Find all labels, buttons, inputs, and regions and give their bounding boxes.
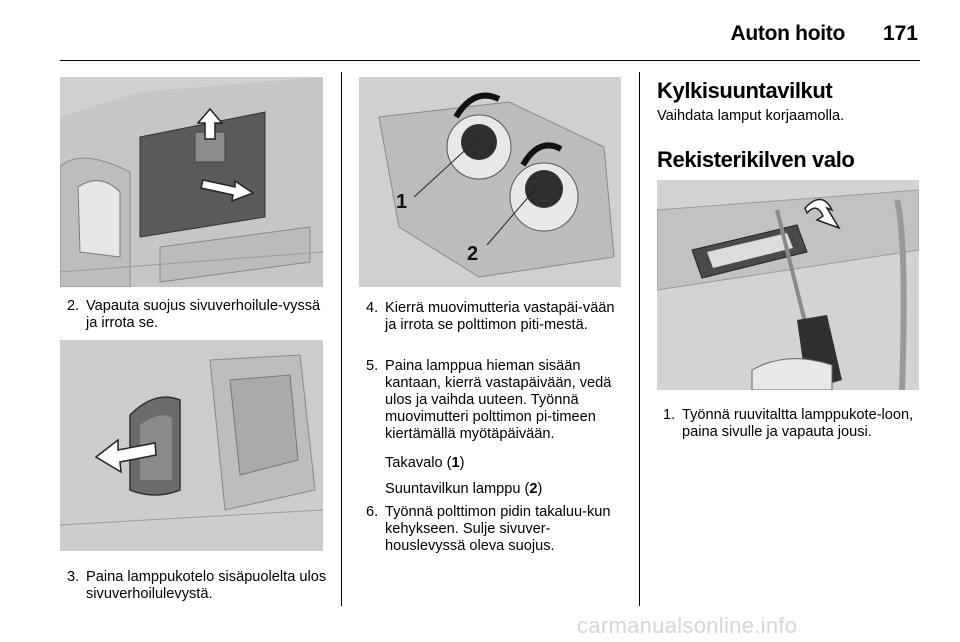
bulb-note-rear-light: Takavalo (1) <box>385 455 465 471</box>
figure-lamp-housing-push <box>60 340 323 551</box>
step-text: Työnnä polttimon pidin takaluu-kun kehykseen. Sulje sivuver-houslevyssä oleva suojus. <box>385 504 611 554</box>
step-number: 6. <box>366 504 379 520</box>
heading-license-plate-light: Rekisterikilven valo <box>657 147 855 172</box>
figure-callout-1: 1 <box>396 191 408 213</box>
step-number: 5. <box>366 358 379 374</box>
figure-license-plate-light <box>657 180 919 390</box>
side-indicators-text: Vaihdata lamput korjaamolla. <box>657 108 845 124</box>
step-text: Kierrä muovimutteria vastapäi-vään ja irrota se polttimon piti-mestä. <box>385 300 615 333</box>
step-2 <box>67 298 332 332</box>
figure-side-trim-cover <box>60 77 323 287</box>
step-5 <box>366 358 628 443</box>
heading-side-indicators: Kylkisuuntavilkut <box>657 78 833 103</box>
step-text: Työnnä ruuvitaltta lamppukote-loon, paina sivulle ja vapauta jousi. <box>682 407 914 440</box>
step-number: 3. <box>67 569 80 585</box>
step-number: 4. <box>366 300 379 316</box>
bulb-note-turn-signal: Suuntavilkun lamppu (2) <box>385 481 543 497</box>
step-number: 1. <box>663 407 676 423</box>
header-divider <box>60 60 920 61</box>
step-3 <box>67 569 332 603</box>
step-1 <box>663 407 925 441</box>
step-4 <box>366 300 628 334</box>
page-header <box>0 0 960 60</box>
page-number: 171 <box>882 22 918 45</box>
step-text: Vapauta suojus sivuverhoilule-vyssä ja irrota se. <box>86 298 321 331</box>
figure-callout-2: 2 <box>467 243 479 265</box>
step-6 <box>366 504 628 555</box>
callout-ref: 1 <box>451 455 460 471</box>
figure-bulb-holders <box>359 77 621 287</box>
column-divider-2 <box>639 72 640 606</box>
watermark: carmanualsonline.info <box>577 613 798 638</box>
step-text: Paina lamppua hieman sisään kantaan, kierrä vastapäivään, vedä ulos ja vaihda uuteen. Työnnä muovimutteri polttimon pi-timeen kiertämällä myötäpäivään. <box>385 358 612 442</box>
column-divider-1 <box>341 72 342 606</box>
step-text: Paina lamppukotelo sisäpuolelta ulos sivuverhoilulevystä. <box>86 569 327 602</box>
callout-ref: 2 <box>529 481 538 497</box>
section-title: Auton hoito <box>730 22 845 45</box>
step-number: 2. <box>67 298 80 314</box>
